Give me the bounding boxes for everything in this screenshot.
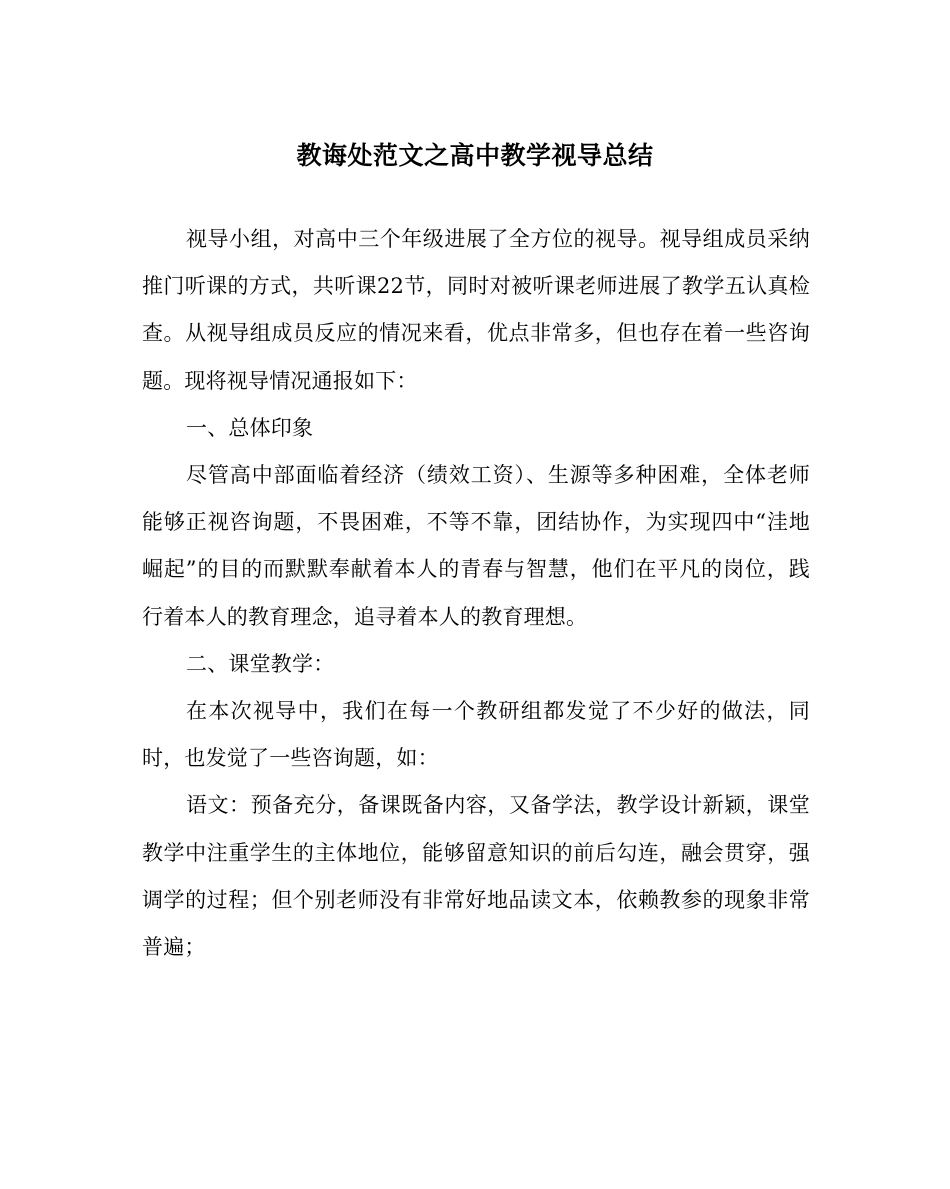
paragraph-classroom-findings: 在本次视导中，我们在每一个教研组都发觉了不少好的做法，同时，也发觉了一些咨询题，如： xyxy=(142,699,810,771)
document-title: 教诲处范文之高中教学视导总结 xyxy=(296,141,654,170)
section-heading-overall-impression: 一、总体印象 xyxy=(186,415,314,440)
paragraph-overall-impression: 尽管高中部面临着经济（绩效工资）、生源等多种困难，全体老师能够正视咨询题，不畏困难，不等不靠，团结协作，为实现四中“洼地崛起”的目的而默默奉献着本人的青春与智慧，他们在平凡的岗位，践行着本人的教育理念，追寻着本人的教育理想。 xyxy=(142,463,810,629)
paragraph-chinese-subject: 语文：预备充分，备课既备内容，又备学法，教学设计新颖，课堂教学中注重学生的主体地位，能够留意知识的前后勾连，融会贯穿，强调学的过程；但个别老师没有非常好地品读文本，依赖教参的现象非常普遍； xyxy=(142,793,810,960)
paragraph-intro: 视导小组，对高中三个年级进展了全方位的视导。视导组成员采纳推门听课的方式，共听课22节，同时对被听课老师进展了教学五认真检查。从视导组成员反应的情况来看，优点非常多，但也存在着一些咨询题。现将视导情况通报如下： xyxy=(142,227,810,393)
document-body xyxy=(142,216,810,971)
section-heading-classroom-teaching: 二、课堂教学： xyxy=(186,651,335,676)
